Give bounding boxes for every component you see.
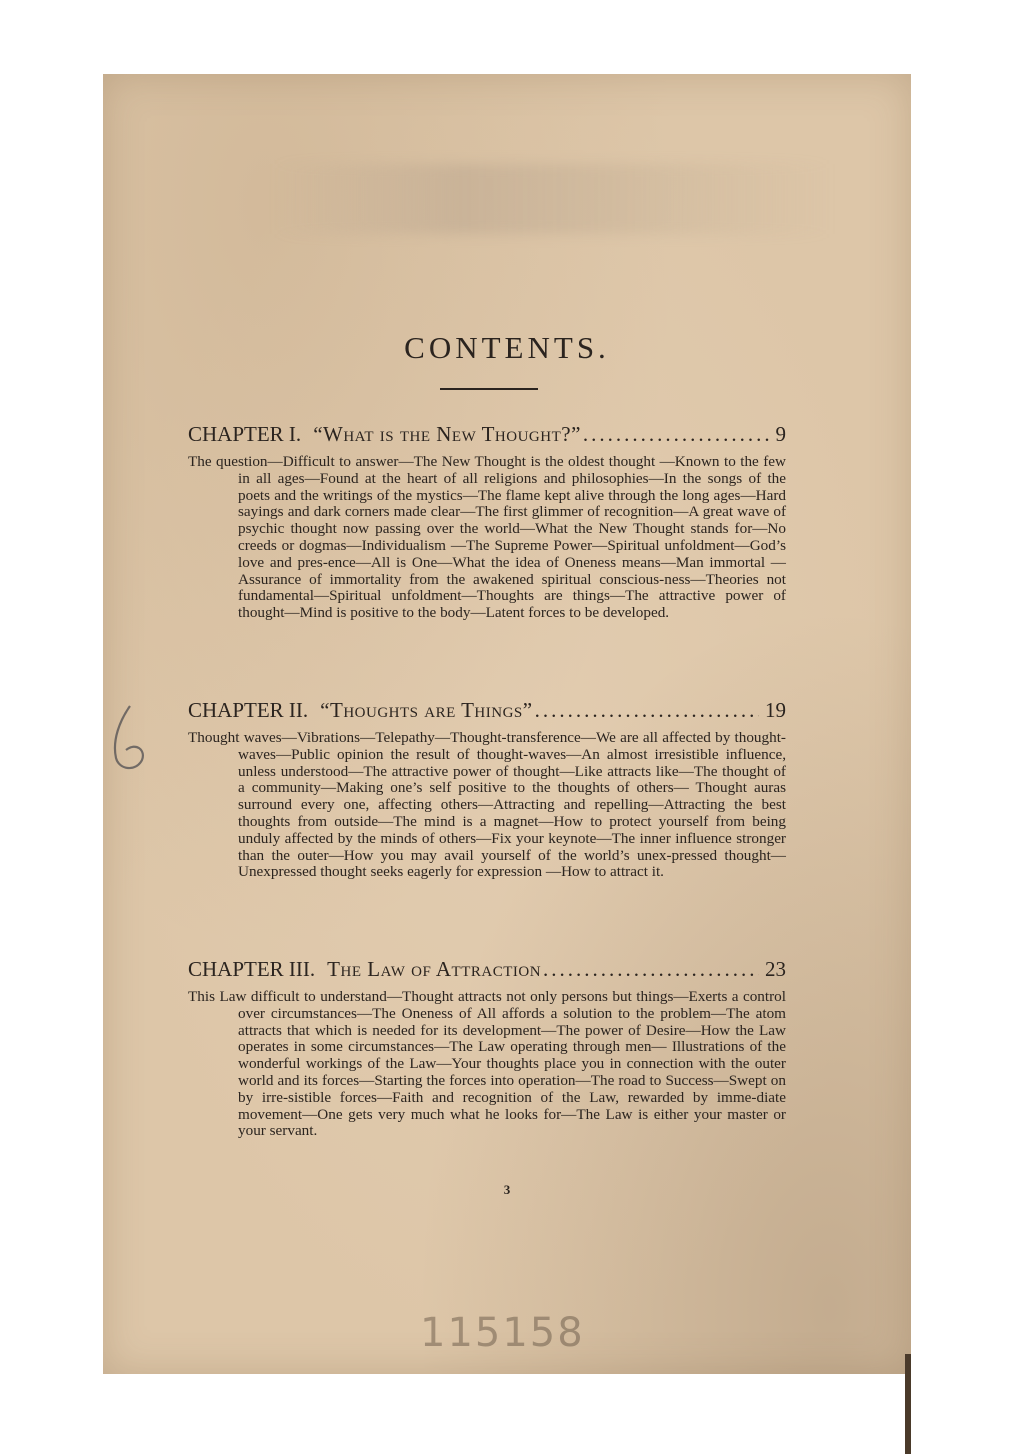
chapter-entry-3: [188, 957, 786, 1140]
library-stamp-number: 115158: [420, 1310, 585, 1356]
chapter-number: CHAPTER III.: [188, 957, 316, 981]
chapter-entry-2: [188, 698, 786, 881]
chapter-summary: Thought waves—Vibrations—Telepathy—Thought-transference—We are all affected by thought-waves—Public opinion the result of thought-waves—An almost irresistible influence, unless understood—The attractive power of thought—Like attracts like—The thought of a community—Making one’s self positive to the thoughts of others— Thought auras surround every one, affecting others—Attracting and repelling—Attracting the best thoughts from outside—The mind is a magnet—How to protect yourself from being unduly affected by the minds of others—Fix your keynote—The inner influence stronger than the outer—How you may avail yourself of the world’s unex-pressed thought—Unexpressed thought seeks eagerly for expression —How to attract it.: [188, 729, 786, 881]
page-edge-shadow: [905, 1354, 911, 1454]
chapter-heading[interactable]: [188, 698, 786, 722]
chapter-summary: The question—Difficult to answer—The New Thought is the oldest thought —Known to the few in all ages—Found at the heart of all religions and philosophies—In the songs of the poets and the writings of the mystics—The flame kept alive through the long ages—Hard sayings and dark corners made clear—The first glimmer of recognition—A great wave of psychic thought now passing over the world—What the New Thought stands for—No creeds or dogmas—Individualism —The Supreme Power—Spiritual unfoldment—God’s love and pres-ence—All is One—What the idea of Oneness means—Man immortal —Assurance of immortality from the awakened spiritual conscious-ness—Theories not fundamental—Spiritual unfoldment—Thoughts are things—The attractive power of thought—Mind is positive to the body—Latent forces to be developed.: [188, 453, 786, 622]
chapter-title: “What is the New Thought?”: [313, 422, 581, 446]
chapter-number: CHAPTER II.: [188, 698, 309, 722]
margin-note: 6: [106, 700, 107, 701]
chapter-number: CHAPTER I.: [188, 422, 302, 446]
chapter-title: “Thoughts are Things”: [320, 698, 533, 722]
leader-dots: [583, 422, 770, 446]
page-folio: 3: [503, 1182, 511, 1197]
page-title: CONTENTS.: [404, 330, 610, 365]
title-divider: [440, 388, 538, 390]
leader-dots: [535, 698, 759, 722]
chapter-title: The Law of Attraction: [327, 957, 542, 981]
chapter-page-number: 19: [765, 698, 786, 722]
chapter-summary: This Law difficult to understand—Thought attracts not only persons but things—Exerts a control over circumstances—The Oneness of All affords a solution to the problem—The atom attracts that which is needed for its development—The power of Desire—How the Law operates in some circumstances—The Law operating through men— Illustrations of the wonderful workings of the Law—Your thoughts place you in connection with the outer world and its forces—Starting the forces into operation—The road to Success—Swept on by irre-sistible forces—Faith and recognition of the Law, rewarded by imme-diate movement—One gets very much what he looks for—The Law is either your master or your servant.: [188, 988, 786, 1140]
leader-dots: [543, 957, 759, 981]
chapter-page-number: 9: [775, 422, 786, 446]
chapter-page-number: 23: [765, 957, 786, 981]
handwritten-margin-mark: [106, 700, 156, 780]
chapter-heading[interactable]: [188, 957, 786, 981]
chapter-entry-1: [188, 422, 786, 622]
bleed-through-text: [273, 164, 833, 234]
chapter-heading[interactable]: [188, 422, 786, 446]
